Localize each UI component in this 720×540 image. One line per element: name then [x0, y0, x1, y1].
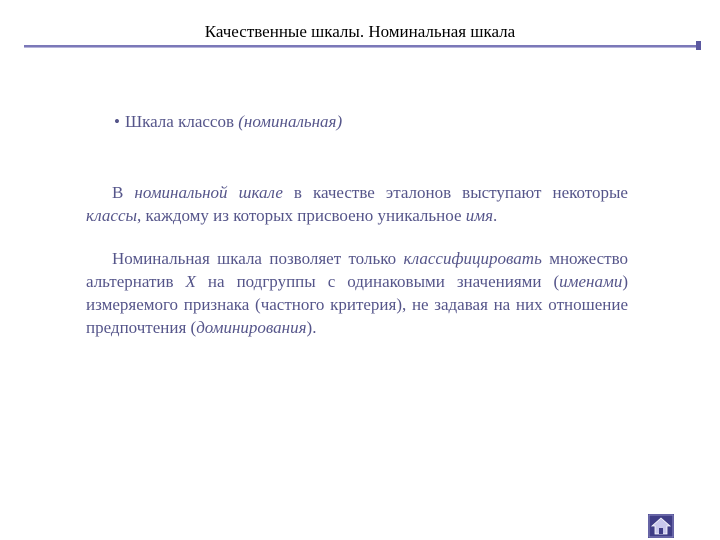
text-run: , каждому из которых присвоено уникальное [137, 206, 466, 225]
italic-term: классифицировать [403, 249, 542, 268]
text-run: Номинальная шкала позволяет только [112, 249, 404, 268]
home-icon [648, 514, 674, 538]
slide-title: Качественные шкалы. Номинальная шкала [204, 22, 516, 41]
italic-term: имя [465, 206, 494, 225]
home-nav-button[interactable] [648, 514, 674, 538]
title-underline-end [696, 41, 701, 50]
text-run: множество альтернатив [86, 249, 628, 291]
italic-term: номинальной шкале [134, 183, 283, 202]
italic-term: классы [86, 206, 138, 225]
text-run: . [493, 206, 498, 225]
slide-content [86, 110, 628, 359]
italic-term: именами [559, 272, 623, 291]
italic-term: X [185, 272, 196, 291]
text-run: в качестве эталонов выступают некоторые [282, 183, 628, 202]
text-run: В [112, 183, 135, 202]
bullet-marker: • [114, 112, 120, 131]
title-underline [24, 45, 698, 48]
text-run: на подгруппы с одинаковыми значениями ( [195, 272, 560, 291]
bullet-item [114, 110, 628, 133]
text-run: ) измеряемого признака (частного критерия), не задавая на них отношение предпочтения ( [86, 272, 629, 337]
text-run: ). [306, 318, 317, 337]
italic-term: доминирования [196, 318, 307, 337]
bullet-italic: (номинальная) [238, 112, 343, 131]
bullet-text: Шкала классов [124, 112, 239, 131]
paragraph-nominal-scale-definition [86, 181, 628, 227]
paragraph-nominal-scale-classification [86, 247, 628, 339]
